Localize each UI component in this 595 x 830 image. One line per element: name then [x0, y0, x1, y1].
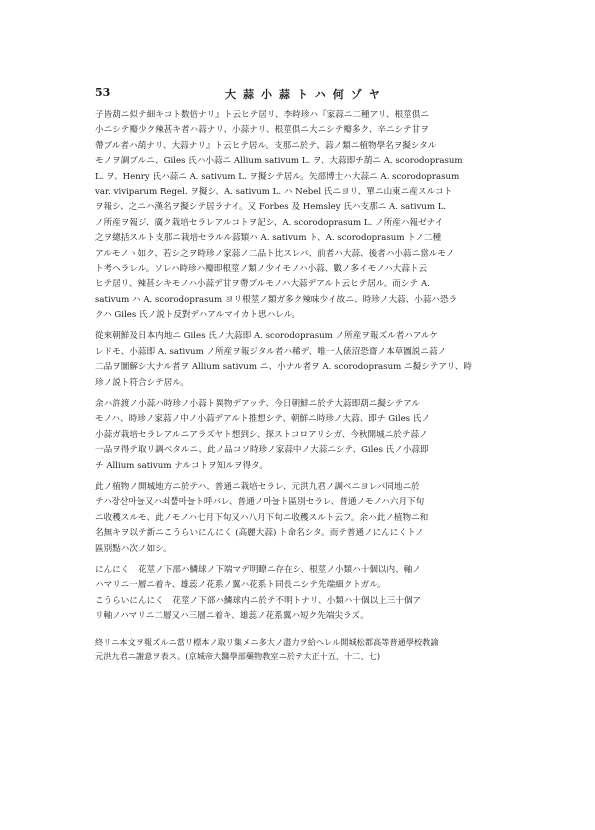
paragraph — [95, 563, 550, 625]
acknowledgement-footnote — [95, 635, 550, 663]
footnote-line: 元洪九君ニ謝意ヲ表ス。(京城帝大醫學部藥物教室ニ於テ大正十五、十二、七) — [95, 650, 381, 661]
text-line: モノヲ調ブルニ、Giles 氏ハ小蒜ニ Allium sativum L. ヲ、大蒜即チ葫ニ A. scorodoprasum — [95, 156, 463, 167]
paragraph — [95, 108, 550, 323]
text-line: モノハ、時珍ノ家蒜ノ中ノ小蒜デアルト推想シテ、朝鮮ニ時珍ノ大蒜、即チ Giles 氏ノ — [95, 414, 430, 425]
page-header — [95, 86, 545, 102]
text-line: 余ハ許渡ノ小蒜ハ時珍ノ小蒜ト異物デアッテ、今日朝鮮ニ於テ大蒜即葫ニ擬シテアル — [95, 399, 421, 410]
text-line: にんにく 花莖ノ下部ハ鱗球ノ下端マデ明瞭ニ存在シ、根莖ノ小類ハ十個以内、軸ノ — [95, 564, 421, 575]
text-line: 之ヲ總括スルト支那ニ栽培セラルル蒜類ハ A. sativum ト、A. scorodoprasum トノ二種 — [95, 233, 442, 244]
paragraph — [95, 480, 550, 557]
paragraph-gap — [95, 625, 550, 631]
text-line: ハマリニ一層ニ着キ、雄蕊ノ花系ノ翼ハ花系ト同長ニシテ先端細クトガル。 — [95, 580, 386, 591]
text-line: 名無キヲ以テ新ニこうらいにんにく (高麗大蒜) ト命名シタ。而テ普通ノにんにくトノ — [95, 528, 424, 539]
text-line: sativum ハ A. scorodoprasum ヨリ根莖ノ類ガ多ク辣味少イ故ニ、時珍ノ大蒜、小蒜ハ恐ラ — [95, 294, 458, 305]
text-line: 二品ヲ圖解シ大ナル者ヲ Allium sativum ニ、小ナル者ヲ A. scorodoprasum ニ擬シテアリ、時 — [95, 362, 472, 373]
text-line: こうらいにんにく 花莖ノ下部ハ鱗球内ニ於テ不明トナリ、小類ハ十個以上三十個ア — [95, 595, 422, 606]
text-line: ヲ報シ、之ニハ漢名ヲ擬シテ居ラナイ。又 Forbes 及 Hemsley 氏ハ支那ニ A. sativum L. — [95, 202, 447, 213]
text-line: ニ收穫スルモ、此ノモノハ七月下旬又ハ八月下旬ニ收穫スルト云フ。余ハ此ノ植物ニ和 — [95, 512, 429, 523]
text-line: 小ニシテ瓣少ク辣甚キ者ハ蒜ナリ、小蒜ナリ、根莖倶ニ大ニシテ瓣多ク、辛ニシテ甘ヲ — [95, 125, 429, 136]
text-line: 從來朝鮮及日本内地ニ Giles 氏ノ大蒜即 A. scorodoprasum ノ所産ヲ報ズル者ハアルケ — [95, 331, 439, 342]
text-line: L. ヲ、Henry 氏ハ蒜ニ A. sativum L. ヲ擬シテ居ル。矢部博士ハ大蒜ニ A. scorodoprasum — [95, 171, 460, 182]
text-line: 區別點ハ次ノ如シ。 — [95, 543, 172, 554]
text-line: チ Allium sativum ナルコトヲ知ルヲ得タ。 — [95, 460, 268, 471]
text-line: テハ장산마늘又ハ쇠뿔마늘ト呼バレ、普通ノ마늘ト區別セラレ、普通ノモノハ六月下旬 — [95, 497, 425, 508]
text-line: 此ノ植物ノ開城地方ニ於テハ、普通ニ栽培セラレ、元洪九君ノ調ベニヨレバ同地ニ於 — [95, 481, 420, 492]
paragraph — [95, 329, 550, 391]
text-line: 小蒜ガ栽培セラレアルニアラズヤト想到シ、探ストコロアリシガ、今秋開城ニ於テ蒜ノ — [95, 429, 428, 440]
text-line: ヒテ居リ、辣甚シキモノハ小蒜デ甘ヲ帶ブルモノハ大蒜デアルト云ヒテ居ル。而シテ A. — [95, 279, 430, 290]
text-line: 帶ブル者ハ葫ナリ、大蒜ナリ』ト云ヒテ居ル。支那ニ於テ、蒜ノ類ニ植物學名ヲ擬シタル — [95, 140, 437, 151]
page-number: 53 — [95, 86, 111, 99]
text-line: レドモ、小蒜即 A. sativum ノ所産ヲ報ジタル者ハ稀デ、唯一人俵沼恐齋ノ本草圖説ニ蒜ノ — [95, 346, 447, 357]
text-line: 一品ヲ得テ取リ調ベタルニ、此ノ品コソ時珍ノ家蒜中ノ大蒜ニシテ、Giles 氏ノ小蒜即 — [95, 445, 429, 456]
text-line: クハ Giles 氏ノ説ト反對デハアルマイカト思ハレル。 — [95, 310, 301, 321]
text-line: ノ所産ヲ報ジ、廣ク栽培セラレアルコトヲ記シ、A. scorodoprasum L. ノ所産ハ報ゼナイ — [95, 217, 444, 228]
paragraph — [95, 397, 550, 474]
running-title: 大蒜小蒜トハ何ゾヤ — [225, 88, 387, 101]
text-line: var. viviparum Regel. ヲ擬シ、A. sativum L. ハ Nebel 氏ニヨリ、單ニ山東ニ産スルコト — [95, 186, 453, 197]
text-line: 珍ノ説ト符合シテ居ル。 — [95, 377, 189, 388]
text-line: アルモノヽ如ク、若シ之ヲ時珍ノ家蒜ノ二品ト比スレバ、前者ハ大蒜、後者ハ小蒜ニ當ルモノ — [95, 248, 455, 259]
text-line: リ軸ノハマリニ二層又ハ三層ニ着キ、雄蕊ノ花系翼ハ短ク先端尖ラズ。 — [95, 611, 369, 622]
text-line: 子皆葫ニ似テ細キコト数倍ナリ』ト云ヒテ居リ、李時珍ハ『家蒜ニ二種アリ、根莖倶ニ — [95, 110, 429, 120]
body-text — [95, 108, 550, 663]
text-line: ト考ヘラレル。ソレハ時珍ハ瓣即根莖ノ類ノ少イモノハ小蒜、數ノ多イモノハ大蒜ト云 — [95, 263, 428, 274]
footnote-line: 終リニ本文ヲ報ズルニ當リ標本ノ取リ集メニ多大ノ盡力ヲ給ヘレル開城松都高等普通學校教諭 — [95, 636, 439, 647]
